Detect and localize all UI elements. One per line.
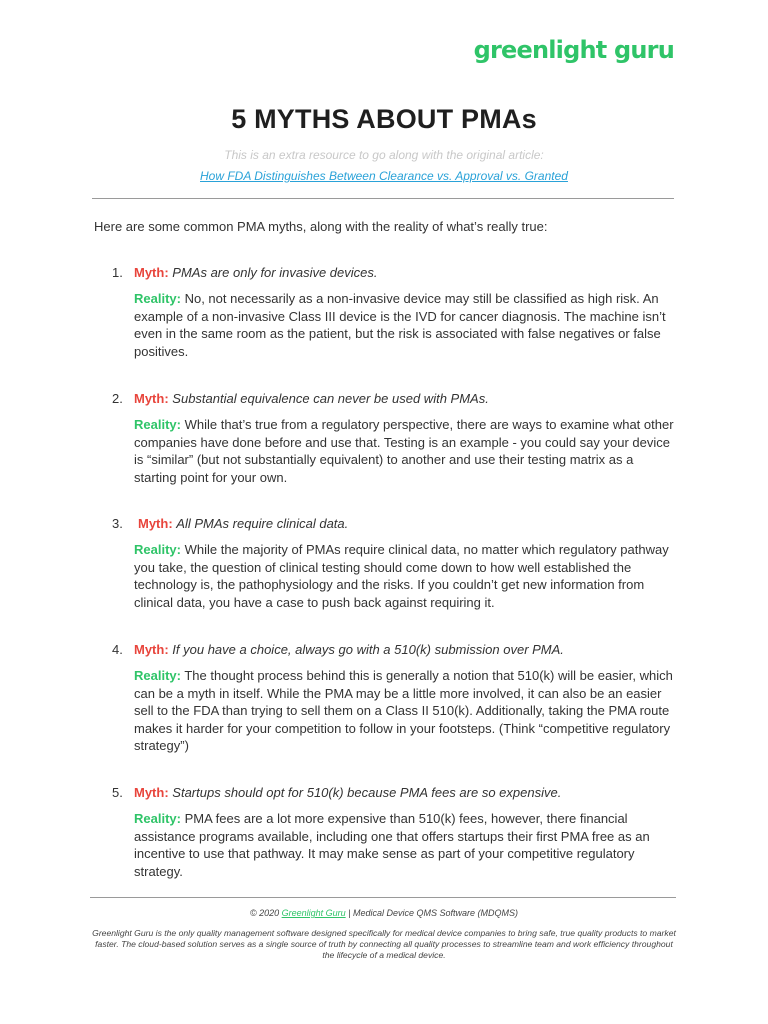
footer-description: Greenlight Guru is the only quality management software designed specifically for medical device companies to bring safe, true quality products to market faster. The cloud-based solution serves as a single source of truth by connecting all quality processes to streamline team and work efficiency throughout the lifecycle of a medical device. <box>92 928 676 960</box>
myth-statement: Substantial equivalence can never be used with PMAs. <box>172 391 489 406</box>
copyright-prefix: © 2020 <box>249 908 280 918</box>
reality-label: Reality: <box>134 417 181 432</box>
myth-number: 4. <box>112 642 123 657</box>
page-title: 5 MYTHS ABOUT PMAs <box>231 104 537 134</box>
myth-label: Myth: <box>134 265 169 280</box>
source-article-link-container <box>0 169 768 183</box>
reality-paragraph <box>134 416 674 486</box>
myth-label: Myth: <box>138 516 173 531</box>
reality-label: Reality: <box>134 668 181 683</box>
myth-label: Myth: <box>134 642 169 657</box>
page-subtitle: This is an extra resource to go along with the original article: <box>224 148 544 162</box>
reality-label: Reality: <box>134 291 181 306</box>
myth-statement: All PMAs require clinical data. <box>176 516 349 531</box>
reality-paragraph <box>134 290 674 360</box>
greenlight-guru-link[interactable]: Greenlight Guru <box>281 908 346 918</box>
copyright-suffix: | Medical Device QMS Software (MDQMS) <box>348 908 519 918</box>
reality-paragraph <box>134 810 674 880</box>
reality-paragraph <box>134 667 674 755</box>
reality-label: Reality: <box>134 542 181 557</box>
myth-number: 2. <box>112 391 123 406</box>
myth-number: 1. <box>112 265 123 280</box>
source-article-link[interactable]: How FDA Distinguishes Between Clearance vs. Approval vs. Granted <box>200 169 568 183</box>
myth-statement-line <box>112 515 672 533</box>
myth-statement-line <box>112 641 672 659</box>
myth-statement-line <box>112 784 672 802</box>
myth-number: 3. <box>112 516 123 531</box>
myth-number: 5. <box>112 785 123 800</box>
greenlight-guru-logo: greenlight guru <box>473 36 674 64</box>
reality-text: PMA fees are a lot more expensive than 510(k) fees, however, there financial assistance programs available, including one that offers startups their first PMA free as an incentive to use that pathway. It may make sense as part of your competitive regulatory strategy. <box>134 811 650 879</box>
header-divider <box>92 198 674 199</box>
reality-label: Reality: <box>134 811 181 826</box>
reality-paragraph <box>134 541 674 611</box>
myth-label: Myth: <box>134 391 169 406</box>
myth-statement: If you have a choice, always go with a 510(k) submission over PMA. <box>172 642 564 657</box>
reality-text: While that’s true from a regulatory perspective, there are ways to examine what other companies have done before and use that. Testing is an example - you could say your device is “similar” (but not substantially equivalent) to another and use their testing matrix as a starting point for your own. <box>134 417 674 485</box>
reality-text: While the majority of PMAs require clinical data, no matter which regulatory pathway you take, the question of clinical testing should come down to how well established the technology is, the pathophysiology and the risks. If you couldn’t get new information from clinical data, you have a case to push back against requiring it. <box>134 542 669 610</box>
intro-text: Here are some common PMA myths, along with the reality of what’s really true: <box>94 219 548 234</box>
myth-statement: Startups should opt for 510(k) because PMA fees are so expensive. <box>172 785 562 800</box>
myth-label: Myth: <box>134 785 169 800</box>
footer-copyright <box>0 908 768 918</box>
footer-divider <box>90 897 676 898</box>
myth-statement-line <box>112 264 672 282</box>
myth-statement-line <box>112 390 672 408</box>
myth-statement: PMAs are only for invasive devices. <box>172 265 378 280</box>
reality-text: No, not necessarily as a non-invasive device may still be classified as high risk. An example of a non-invasive Class III device is the IVD for cancer diagnosis. The machine isn’t even in the same room as the patient, but the risk is associated with false negatives or false positives. <box>134 291 666 359</box>
reality-text: The thought process behind this is generally a notion that 510(k) will be easier, which can be a myth in itself. While the PMA may be a little more involved, it can also be an easier sell to the FDA than trying to sell them on a Class II 510(k). Additionally, taking the PMA route makes it harder for your competition to follow in your footsteps. (Think “competitive regulatory strategy”) <box>134 668 673 753</box>
